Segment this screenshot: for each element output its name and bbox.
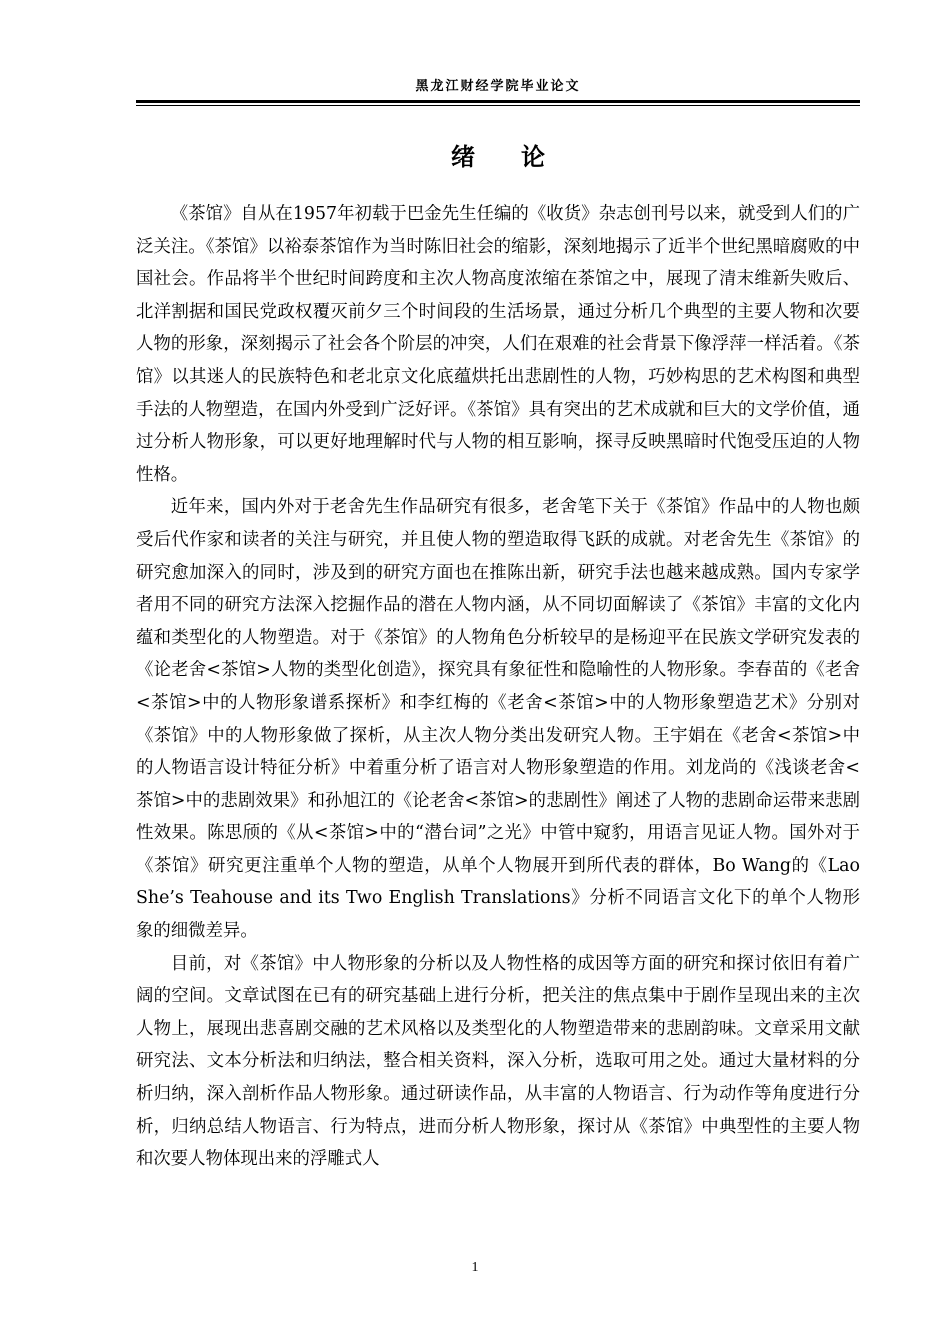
header-rule-thick: [136, 100, 860, 103]
body-text: [136, 198, 860, 1176]
page-number: 1: [471, 1260, 479, 1275]
paragraph-1: 《茶馆》自从在1957年初载于巴金先生任编的《收货》杂志创刊号以来，就受到人们的广泛关注。《茶馆》以裕泰茶馆作为当时陈旧社会的缩影，深刻地揭示了近半个世纪黑暗腐败的中国社会。作品将半个世纪时间跨度和主次人物高度浓缩在茶馆之中，展现了清末维新失败后、北洋割据和国民党政权覆灭前夕三个时间段的生活场景，通过分析几个典型的主要人物和次要人物的形象，深刻揭示了社会各个阶层的冲突，人们在艰难的社会背景下像浮萍一样活着。《茶馆》以其迷人的民族特色和老北京文化底蕴烘托出悲剧性的人物，巧妙构思的艺术构图和典型手法的人物塑造，在国内外受到广泛好评。《茶馆》具有突出的艺术成就和巨大的文学价值，通过分析人物形象，可以更好地理解时代与人物的相互影响，探寻反映黑暗时代饱受压迫的人物性格。: [136, 204, 860, 485]
paragraph-3: 目前，对《茶馆》中人物形象的分析以及人物性格的成因等方面的研究和探讨依旧有着广阔的空间。文章试图在已有的研究基础上进行分析，把关注的焦点集中于剧作呈现出来的主次人物上，展现出悲喜剧交融的艺术风格以及类型化的人物塑造带来的悲剧韵味。文章采用文献研究法、文本分析法和归纳法，整合相关资料，深入分析，选取可用之处。通过大量材料的分析归纳，深入剖析作品人物形象。通过研读作品，从丰富的人物语言、行为动作等角度进行分析，归纳总结人物语言、行为特点，进而分析人物形象，探讨从《茶馆》中典型性的主要人物和次要人物体现出来的浮雕式人: [136, 953, 860, 1170]
paragraph-2: 近年来，国内外对于老舍先生作品研究有很多，老舍笔下关于《茶馆》作品中的人物也颇受后代作家和读者的关注与研究，并且使人物的塑造取得飞跃的成就。对老舍先生《茶馆》的研究愈加深入的同时，涉及到的研究方面也在推陈出新，研究手法也越来越成熟。国内专家学者用不同的研究方法深入挖掘作品的潜在人物内涵，从不同切面解读了《茶馆》丰富的文化内蕴和类型化的人物塑造。对于《茶馆》的人物角色分析较早的是杨迎平在民族文学研究发表的《论老舍<茶馆>人物的类型化创造》，探究具有象征性和隐喻性的人物形象。李春苗的《老舍<茶馆>中的人物形象谱系探析》和李红梅的《老舍<茶馆>中的人物形象塑造艺术》分别对《茶馆》中的人物形象做了探析，从主次人物分类出发研究人物。王宇娟在《老舍<茶馆>中的人物语言设计特征分析》中着重分析了语言对人物形象塑造的作用。刘龙尚的《浅谈老舍<茶馆>中的悲剧效果》和孙旭江的《论老舍<茶馆>的悲剧性》阐述了人物的悲剧命运带来悲剧性效果。陈思颀的《从<茶馆>中的“潜台词”之光》中管中窥豹，用语言见证人物。国外对于《茶馆》研究更注重单个人物的塑造，从单个人物展开到所代表的群体，Bo Wang的《Lao She’s Teahouse and its Two English Translations》分析不同语言文化下的单个人物形象的细微差异。: [136, 497, 860, 942]
chapter-title: 绪论: [451, 142, 591, 171]
header-rule-thin: [136, 105, 860, 106]
running-header: 黑龙江财经学院毕业论文: [415, 79, 581, 94]
